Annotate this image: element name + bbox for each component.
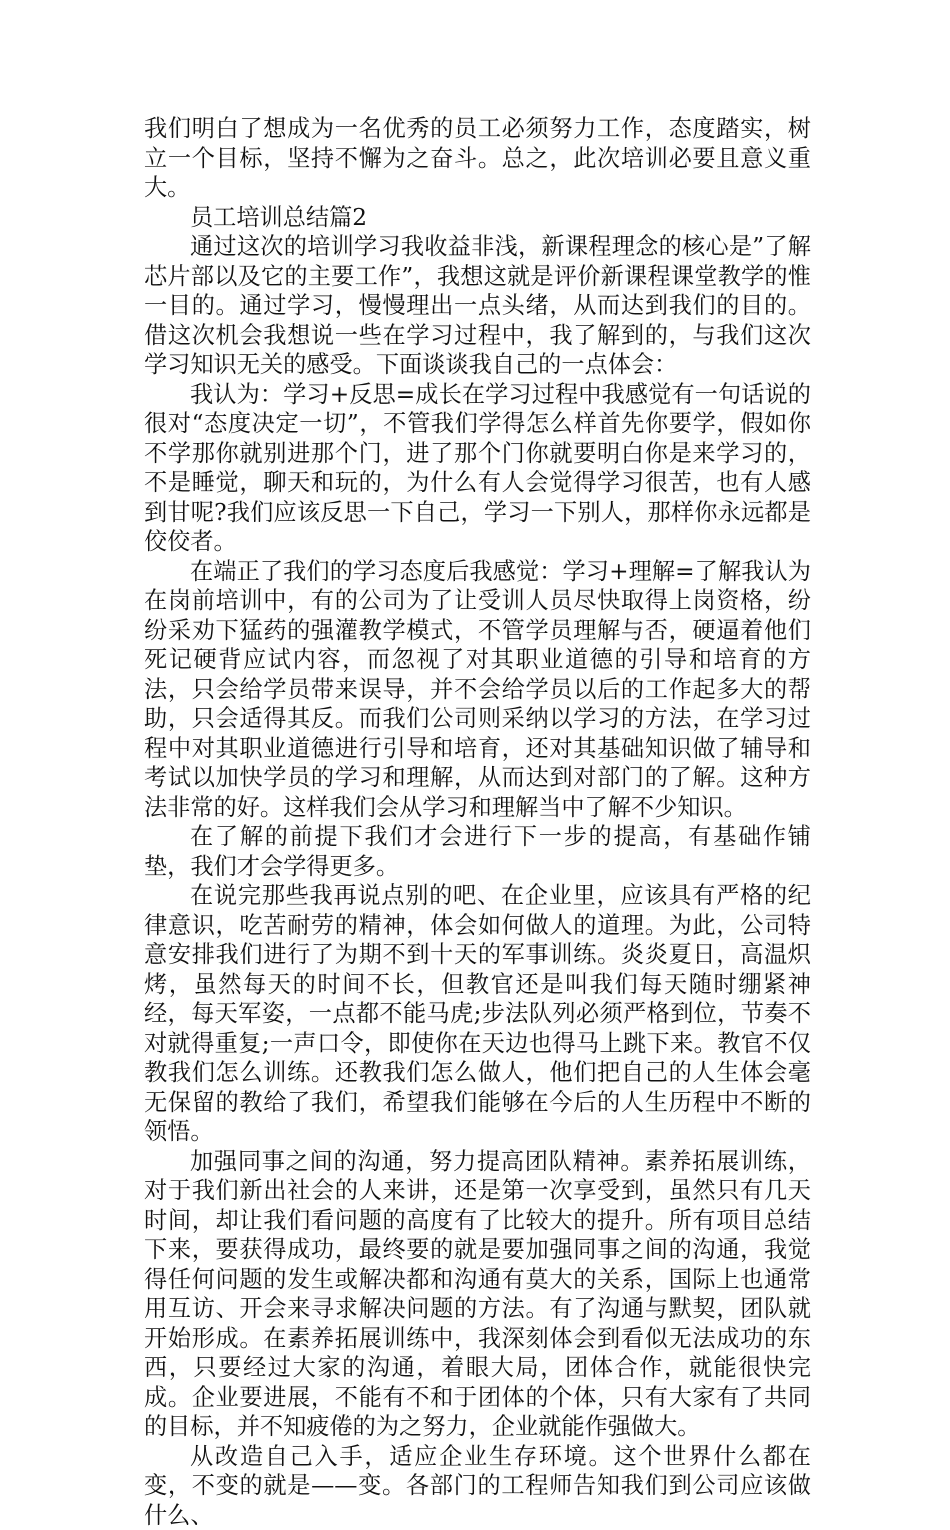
paragraph: 在端正了我们的学习态度后我感觉：学习+理解=了解我认为在岗前培训中，有的公司为了让受训人员尽快取得上岗资格，纷纷采劝下猛药的强灌教学模式，不管学员理解与否，硬逼着他们死记硬背应试内容，而忽视了对其职业道德的引导和培育的方法，只会给学员带来误导，并不会给学员以后的工作起多大的帮助，只会适得其反。而我们公司则采纳以学习的方法，在学习过程中对其职业道德进行引导和培育，还对其基础知识做了辅导和考试以加快学员的学习和理解，从而达到对部门的了解。这种方法非常的好。这样我们会从学习和理解当中了解不少知识。 [144,557,811,823]
document-page [144,114,811,1530]
paragraph: 我认为：学习+反思=成长在学习过程中我感觉有一句话说的很对“态度决定一切”，不管我们学得怎么样首先你要学，假如你不学那你就别进那个门，进了那个门你就要明白你是来学习的，不是睡觉，聊天和玩的，为什么有人会觉得学习很苦，也有人感到甘呢?我们应该反思一下自己，学习一下别人，那样你永远都是佼佼者。 [144,380,811,557]
paragraph: 加强同事之间的沟通，努力提高团队精神。素养拓展训练，对于我们新出社会的人来讲，还是第一次享受到，虽然只有几天时间，却让我们看问题的高度有了比较大的提升。所有项目总结下来，要获得成功，最终要的就是要加强同事之间的沟通，我觉得任何问题的发生或解决都和沟通有莫大的关系，国际上也通常用互访、开会来寻求解决问题的方法。有了沟通与默契，团队就开始形成。在素养拓展训练中，我深刻体会到看似无法成功的东西，只要经过大家的沟通，着眼大局，团体合作，就能很快完成。企业要进展，不能有不和于团体的个体，只有大家有了共同的目标，并不知疲倦的为之努力，企业就能作强做大。 [144,1147,811,1442]
paragraph: 在了解的前提下我们才会进行下一步的提高，有基础作铺垫，我们才会学得更多。 [144,822,811,881]
paragraph: 在说完那些我再说点别的吧、在企业里，应该具有严格的纪律意识，吃苦耐劳的精神，体会如何做人的道理。为此，公司特意安排我们进行了为期不到十天的军事训练。炎炎夏日，高温炽烤，虽然每天的时间不长，但教官还是叫我们每天随时绷紧神经，每天军姿，一点都不能马虎;步法队列必须严格到位，节奏不对就得重复;一声口令，即使你在天边也得马上跳下来。教官不仅教我们怎么训练。还教我们怎么做人，他们把自己的人生体会毫无保留的教给了我们，希望我们能够在今后的人生历程中不断的领悟。 [144,881,811,1147]
paragraph-continuation: 我们明白了想成为一名优秀的员工必须努力工作，态度踏实，树立一个目标，坚持不懈为之奋斗。总之，此次培训必要且意义重大。 [144,114,811,203]
section-heading: 员工培训总结篇2 [144,203,811,233]
paragraph: 从改造自己入手，适应企业生存环境。这个世界什么都在变，不变的就是——变。各部门的工程师告知我们到公司应该做什么、 [144,1442,811,1530]
paragraph: 通过这次的培训学习我收益非浅，新课程理念的核心是”了解芯片部以及它的主要工作”，我想这就是评价新课程课堂教学的惟一目的。通过学习，慢慢理出一点头绪，从而达到我们的目的。借这次机会我想说一些在学习过程中，我了解到的，与我们这次学习知识无关的感受。下面谈谈我自己的一点体会： [144,232,811,380]
